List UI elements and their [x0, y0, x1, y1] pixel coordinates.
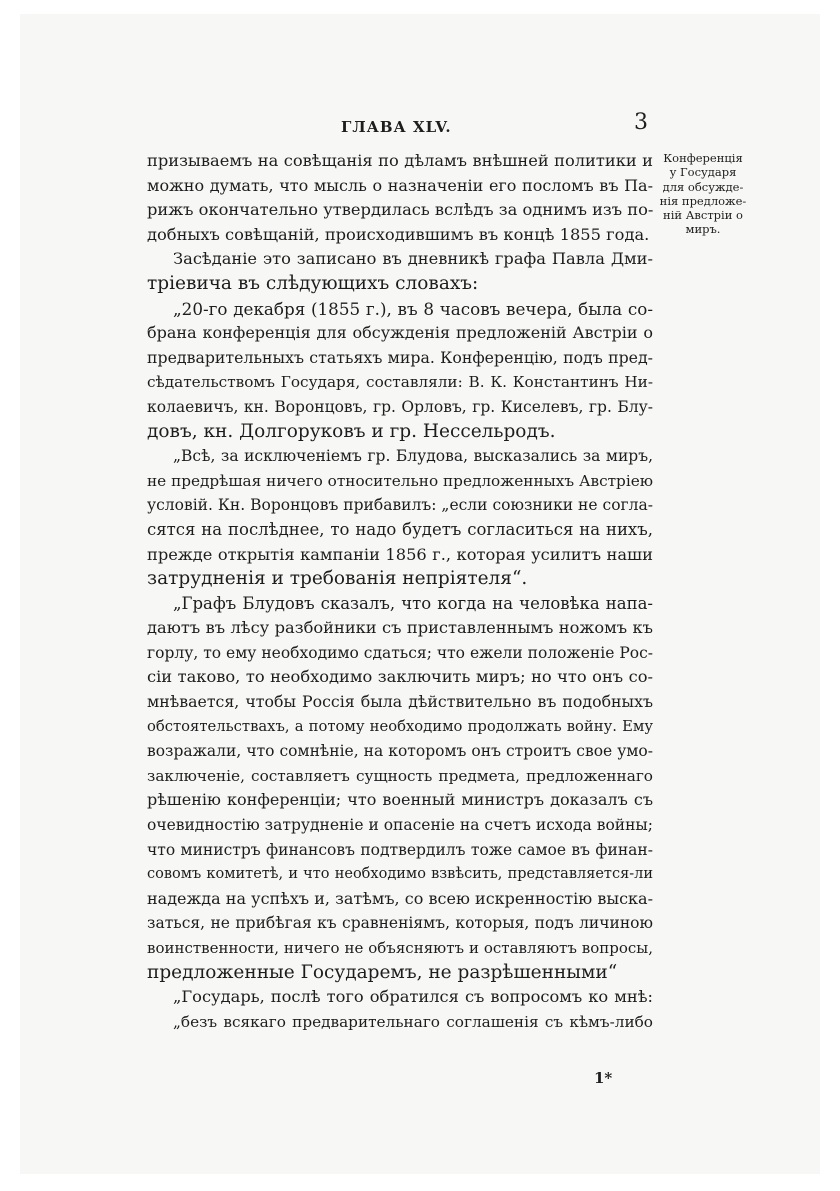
signature-mark: 1*: [594, 1069, 613, 1087]
margin-note-line: у Государя: [669, 165, 737, 180]
margin-note-line: нія предложе-: [659, 193, 747, 208]
text-line: что министръ финансовъ подтвердилъ тоже самое въ финан-: [147, 840, 653, 859]
text-line: тріевича въ слѣдующихъ словахъ:: [147, 272, 479, 294]
text-line: Засѣданіе это записано въ дневникѣ графа Павла Дми-: [173, 249, 653, 269]
text-line: затрудненія и требованія непріятеля“.: [147, 568, 528, 590]
text-line: рѣшенію конференціи; что военный министръ доказалъ съ: [147, 790, 653, 810]
text-line: обстоятельствахъ, а потому необходимо продолжать войну. Ему: [147, 717, 653, 735]
page-number: 3: [634, 110, 648, 135]
text-line: сѣдательствомъ Государя, составляли: В. К. Константинъ Ни-: [147, 373, 653, 392]
text-line: не предрѣшая ничего относительно предложенныхъ Австріею: [147, 471, 653, 490]
margin-note-line: Конференція: [663, 151, 743, 165]
margin-note-line: ній Австріи о: [663, 208, 743, 223]
text-line: довъ, кн. Долгоруковъ и гр. Нессельродъ.: [147, 420, 556, 442]
text-line: совомъ комитетѣ, и что необходимо взвѣсить, представляется-ли: [147, 866, 653, 883]
text-line: „Государь, послѣ того обратился съ вопросомъ ко мнѣ:: [173, 987, 653, 1007]
text-line: рижъ окончательно утвердилась вслѣдъ за однимъ изъ по-: [147, 200, 654, 220]
text-line: заться, не прибѣгая къ сравненіямъ, которыя, подъ личиною: [147, 914, 653, 933]
margin-note-line: миръ.: [685, 222, 721, 237]
text-line: брана конференція для обсужденія предложеній Австріи о: [147, 323, 653, 343]
chapter-heading: ГЛАВА XLV.: [341, 118, 452, 136]
text-line: „Графъ Блудовъ сказалъ, что когда на человѣка напа-: [173, 593, 653, 613]
text-line: горлу, то ему необходимо сдаться; что ежели положеніе Рос-: [147, 643, 653, 662]
margin-note-line: для обсужде-: [662, 179, 744, 194]
text-line: „безъ всякаго предварительнаго соглашенія съ кѣмъ-либо: [173, 1012, 653, 1031]
text-line: предварительныхъ статьяхъ мира. Конференцію, подъ пред-: [147, 347, 653, 367]
text-line: возражали, что сомнѣніе, на которомъ онъ строитъ свое умо-: [147, 742, 653, 761]
text-line: прежде открытія кампаніи 1856 г., которая усилитъ наши: [147, 544, 653, 564]
text-line: надежда на успѣхъ и, затѣмъ, со всею искренностію выска-: [147, 888, 653, 908]
text-line: даютъ въ лѣсу разбойники съ приставленнымъ ножомъ къ: [147, 618, 653, 638]
text-line: сіи таково, то необходимо заключить миръ; но что онъ со-: [147, 667, 653, 687]
text-line: колаевичъ, кн. Воронцовъ, гр. Орловъ, гр. Киселевъ, гр. Блу-: [147, 397, 653, 416]
text-line: можно думать, что мысль о назначеніи его посломъ въ Па-: [147, 175, 653, 195]
text-line: мнѣвается, чтобы Россія была дѣйствительно въ подобныхъ: [147, 692, 653, 712]
text-line: воинственности, ничего не объясняютъ и оставляютъ вопросы,: [147, 939, 653, 957]
text-line: предложенные Государемъ, не разрѣшенными“: [147, 961, 618, 983]
text-line: призываемъ на совѣщанія по дѣламъ внѣшней политики и: [147, 151, 653, 170]
text-line: добныхъ совѣщаній, происходившимъ въ концѣ 1855 года.: [147, 224, 650, 244]
text-line: „Всѣ, за исключеніемъ гр. Блудова, высказались за миръ,: [173, 447, 653, 466]
text-line: сятся на послѣднее, то надо будетъ согласиться на нихъ,: [147, 519, 653, 539]
text-line: условій. Кн. Воронцовъ прибавилъ: „если союзники не согла-: [147, 496, 653, 515]
text-line: „20-го декабря (1855 г.), въ 8 часовъ вечера, была со-: [173, 298, 653, 319]
text-line: очевидностію затрудненіе и опасеніе на счетъ исхода войны;: [147, 816, 653, 835]
body-text: [147, 149, 653, 1034]
text-line: заключеніе, составляетъ сущность предмета, предложеннаго: [147, 766, 653, 785]
margin-note: [657, 151, 749, 237]
